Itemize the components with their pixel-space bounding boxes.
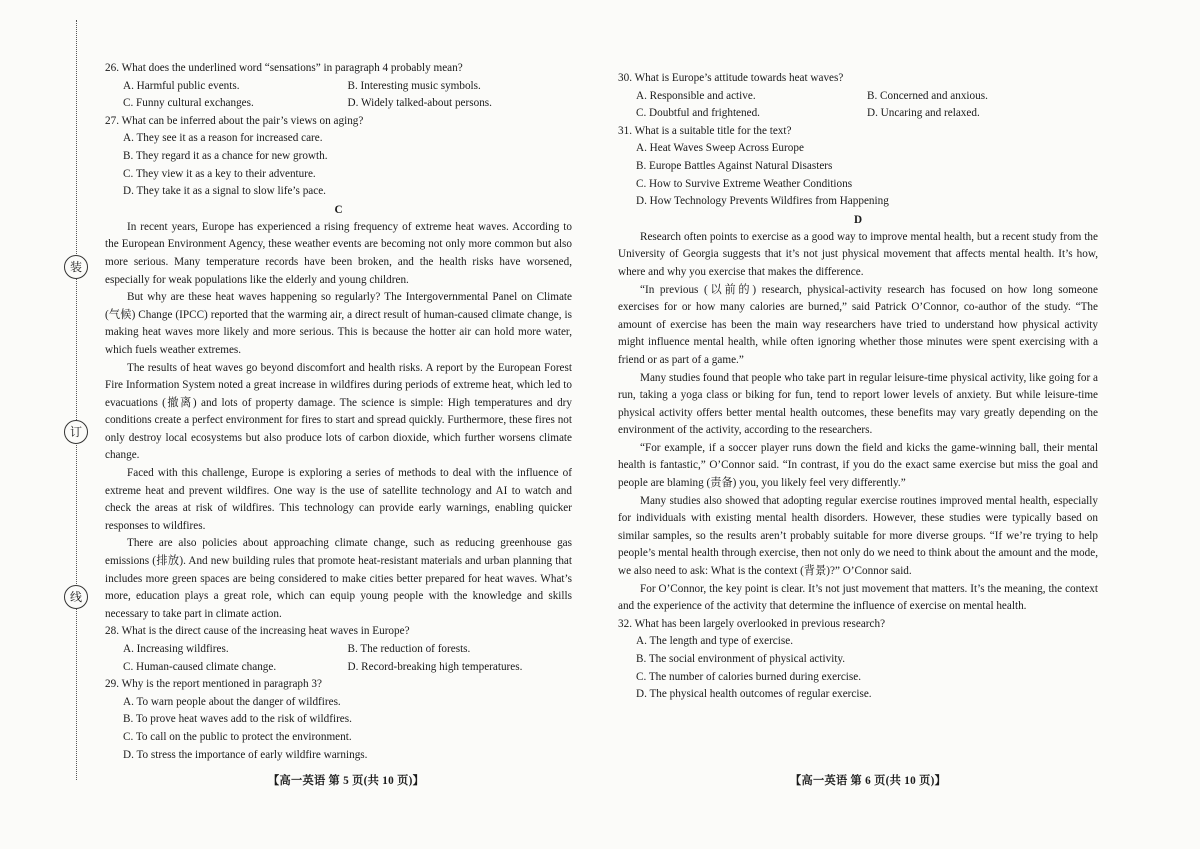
question-stem: 26. What does the underlined word “sensations” in paragraph 4 probably mean? (105, 62, 463, 74)
passage-d-paragraph-3: Many studies found that people who take part in regular leisure-time physical activity, like going for a run, taking a yoga class or biking for fun, tend to report lower levels of anxiety. But while leisure-time physical activity offers better mental health outcomes, these benefits may vary greatly depending on the environment of the activity, according to the researchers. (618, 371, 1098, 437)
option-b: B. They regard it as a chance for new growth. (123, 149, 328, 162)
option-a: A. Harmful public events. (123, 79, 240, 92)
option-d: D. The physical health outcomes of regular exercise. (636, 688, 872, 701)
passage-d-paragraph-6: For O’Connor, the key point is clear. It’s not just movement that matters. It’s the meaning, the context and the experience of the activity that determine the influence of exercise on mental health. (618, 582, 1098, 613)
passage-c-paragraph-2: But why are these heat waves happening so regularly? The Intergovernmental Panel on Climate (气候) Change (IPCC) reported that the warming air, a direct result of human-caused climate change, is making heat waves more likely and more serious. This is because the hotter air can hold more water, which fuels weather extremes. (105, 291, 572, 356)
page-6 (618, 70, 1098, 704)
option-a: A. Responsible and active. (636, 89, 756, 102)
option-d: D. Uncaring and relaxed. (867, 107, 980, 120)
option-d: D. How Technology Prevents Wildfires from Happening (636, 195, 889, 208)
question-29 (105, 676, 572, 764)
option-c: C. Human-caused climate change. (123, 660, 277, 673)
question-stem: 27. What can be inferred about the pair’s views on aging? (105, 114, 364, 127)
option-b: B. Europe Battles Against Natural Disasters (636, 159, 833, 172)
passage-c-paragraph-4: Faced with this challenge, Europe is exploring a series of methods to deal with the influence of extreme heat and prevent wildfires. One way is the use of satellite technology and AI to watch and check the areas at risk of wildfires. This technology can provide early warnings, enabling quicker responses to wildfires. (105, 467, 572, 532)
question-stem: 30. What is Europe’s attitude towards heat waves? (618, 72, 844, 84)
question-stem: 28. What is the direct cause of the increasing heat waves in Europe? (105, 625, 410, 638)
binding-dotted-line (76, 20, 77, 780)
passage-d-paragraph-2: “In previous (以前的) research, physical-activity research has focused on how long someone exercises for or how many calories are burned,” said Patrick O’Connor, co-author of the study. “The amount of exercise has been the main way researchers have tried to understand how physical activity might influence mental health, while often ignoring whether those minutes were spent exercising with a friend or as part of a game.” (618, 283, 1098, 366)
binding-mark-ding: 订 (64, 420, 88, 444)
option-b: B. Concerned and anxious. (867, 89, 988, 102)
option-b: B. Interesting music symbols. (347, 79, 481, 92)
option-c: C. They view it as a key to their adventure. (123, 167, 316, 180)
section-heading-d: D (853, 213, 863, 226)
option-b: B. The social environment of physical activity. (636, 653, 846, 665)
passage-c-paragraph-3: The results of heat waves go beyond discomfort and health risks. A report by the European Forest Fire Information System noted a great increase in wildfires during periods of extreme heat, which led to evacuations (撤离) and lots of property damage. The science is simple: High temperatures and dry conditions create a perfect environment for fires to start and spread quickly. Furthermore, these fires not only destroy local ecosystems but also produce lots of carbon dioxide, which further worsens climate change. (105, 361, 572, 462)
question-stem: 29. Why is the report mentioned in paragraph 3? (105, 678, 322, 691)
question-30 (618, 70, 1098, 123)
option-a: A. They see it as a reason for increased care. (123, 132, 323, 145)
option-a: A. Heat Waves Sweep Across Europe (636, 142, 804, 155)
option-d: D. Record-breaking high temperatures. (347, 660, 523, 673)
passage-c-paragraph-1: In recent years, Europe has experienced a rising frequency of extreme heat waves. According to the European Environment Agency, these weather events are becoming not only more common but also more serious. Many temperature records have been broken, and the health risks have worsened, especially for weak populations like the elderly and young children. (105, 220, 572, 286)
passage-d-paragraph-1: Research often points to exercise as a good way to improve mental health, but a recent study from the University of Georgia suggests that it’s not just physical movement that affects mental health. It’s how, where and why you exercise that makes the difference. (618, 230, 1098, 278)
binding-mark-zhuang: 装 (64, 255, 88, 279)
passage-d-paragraph-4: “For example, if a soccer player runs down the field and kicks the game-winning ball, their mental health is fantastic,” O’Connor said. “In contrast, if you do the exact same exercise but miss the goal and people are blaming (责备) you, you likely feel very differently.” (618, 441, 1098, 490)
question-27 (105, 113, 572, 201)
option-c: C. How to Survive Extreme Weather Conditions (636, 177, 853, 190)
page-5 (105, 60, 572, 764)
question-26 (105, 60, 572, 113)
question-stem: 31. What is a suitable title for the text? (618, 124, 792, 137)
section-heading-c: C (334, 203, 343, 216)
page-footer-5: 【高一英语 第 5 页(共 10 页)】 (268, 775, 425, 787)
option-d: D. To stress the importance of early wildfire warnings. (123, 748, 368, 761)
option-c: C. Doubtful and frightened. (636, 107, 760, 120)
option-c: C. The number of calories burned during exercise. (636, 670, 862, 683)
question-stem: 32. What has been largely overlooked in previous research? (618, 617, 886, 630)
option-d: D. They take it as a signal to slow life’s pace. (123, 185, 326, 198)
option-a: A. Increasing wildfires. (123, 643, 229, 655)
option-c: C. Funny cultural exchanges. (123, 97, 254, 110)
binding-mark-xian: 线 (64, 585, 88, 609)
question-32 (618, 616, 1098, 704)
passage-d-paragraph-5: Many studies also showed that adopting regular exercise routines improved mental health, especially for individuals with existing mental health disorders. However, these studies were typically based on similar samples, so the results aren’t probably suitable for more diverse groups. “If we’re trying to help people’s mental health through exercise, then not only do we need to think about the amount and the mode, we also need to ask: What is the context (背景)?” O’Connor said. (618, 494, 1098, 578)
option-b: B. The reduction of forests. (347, 643, 471, 655)
page-footer-6: 【高一英语 第 6 页(共 10 页)】 (790, 775, 947, 787)
option-c: C. To call on the public to protect the environment. (123, 730, 352, 743)
passage-c-paragraph-5: There are also policies about approaching climate change, such as reducing greenhouse gas emissions (排放). And new building rules that promote heat-resistant materials and urban planning that includes more green spaces are being considered to make cities better prepared for heat waves. What’s more, education plays a great role, which can equip young people with the knowledge and skills necessary to take part in climate action. (105, 537, 572, 620)
option-a: A. To warn people about the danger of wildfires. (123, 695, 341, 708)
question-31 (618, 123, 1098, 211)
option-b: B. To prove heat waves add to the risk of wildfires. (123, 713, 352, 726)
option-a: A. The length and type of exercise. (636, 635, 793, 648)
question-28 (105, 623, 572, 676)
option-d: D. Widely talked-about persons. (347, 97, 492, 110)
